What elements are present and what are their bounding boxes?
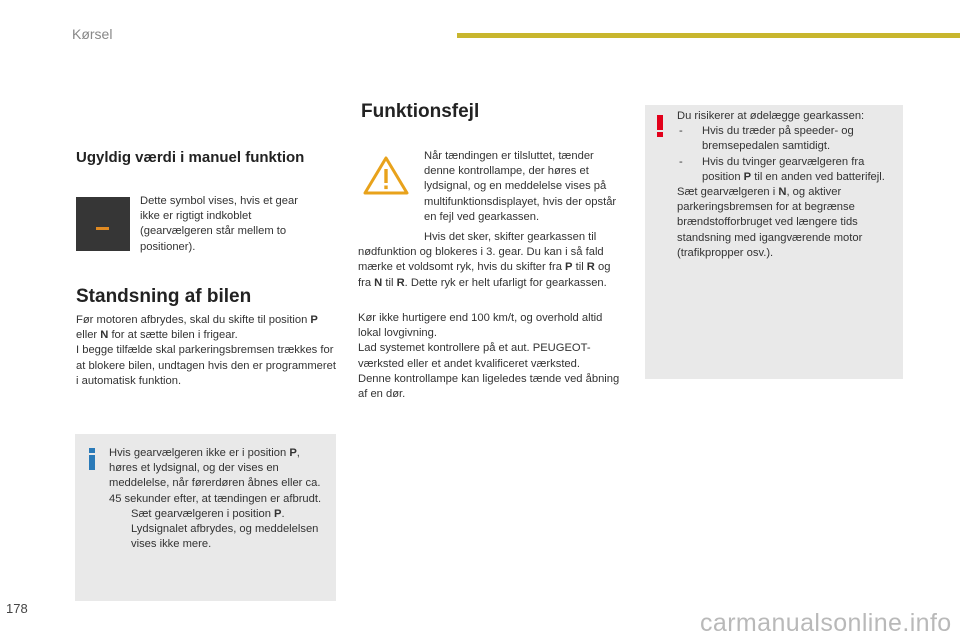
caution-text: [677, 109, 895, 261]
caution-intro: Du risikerer at ødelægge gearkassen:: [677, 110, 865, 122]
caution-item-1: - Hvis du træder på speeder- og bremsepedalen samtidigt.: [679, 125, 854, 153]
watermark-text: carmanualsonline.info: [700, 609, 952, 637]
gear-invalid-indicator-icon: [76, 197, 130, 251]
caution-list: [677, 124, 895, 185]
malfunction-p3: Kør ikke hurtigere end 100 km/t, og overhold altid lokal lovgivning.: [358, 312, 603, 340]
malfunction-p1: Når tændingen er tilsluttet, tænder denne kontrollampe, der høres et lydsignal, og en meddelelse vises på multifunktionsdisplayet, hvis der opstår en fejl ved gearkassen.: [424, 150, 617, 223]
heading-invalid-value: Ugyldig værdi i manuel funktion: [76, 149, 305, 166]
malfunction-p2: Hvis det sker, skifter gearkassen til nødfunktion og blokeres i 3. gear. Du kan i så fald mærke et voldsomt ryk, hvis du skifter fra P til R og fra N til R. Dette ryk er helt ufarligt for gearkassen.: [358, 231, 611, 289]
header-rule: [457, 33, 960, 38]
info-icon: [88, 448, 96, 470]
section-title: Kørsel: [72, 26, 113, 42]
stopping-line2: I begge tilfælde skal parkeringsbremsen trækkes for at blokere bilen, undtagen hvis den er programmeret i automatisk funktion.: [76, 344, 336, 387]
exclamation-icon: [656, 115, 664, 137]
info-box: [75, 434, 336, 601]
heading-malfunction: Funktionsfejl: [361, 101, 480, 122]
info-bullet: Sæt gearvælgeren i position P. Lydsignalet afbrydes, og meddelelsen vises ikke mere.: [131, 507, 319, 551]
malfunction-rest: [358, 311, 620, 402]
symbol-description: Dette symbol vises, hvis et gear ikke er rigtigt indkoblet (gearvælgeren står mellem to positioner).: [140, 195, 298, 253]
caution-final: Sæt gearvælgeren i N, og aktiver parkeringsbremsen for at begrænse brændstofforbruget ved længere tids standsning med igangværende motor (trafikpropper osv.).: [677, 186, 863, 259]
stopping-line1: Før motoren afbrydes, skal du skifte til position P eller N for at sætte bilen i frigear.: [76, 314, 318, 342]
stopping-paragraph: [76, 313, 338, 389]
heading-stopping-car: Standsning af bilen: [76, 286, 252, 307]
info-text: Hvis gearvælgeren ikke er i position P, høres et lydsignal, og der vises en meddelelse, når førerdøren åbnes eller ca. 45 sekunder efter, at tændingen er afbrudt. Sæt gearvælgeren i position P. Lydsignalet afbrydes, og meddelelsen vises ikke mere.: [109, 446, 325, 552]
malfunction-p4: Lad systemet kontrollere på et aut. PEUGEOT-værksted eller et andet kvalificeret værksted.: [358, 342, 591, 370]
page-number: 178: [6, 601, 28, 616]
caution-item-2: - Hvis du tvinger gearvælgeren fra position P til en anden ved batterifejl.: [679, 155, 885, 183]
malfunction-p5: Denne kontrollampe kan ligeledes tænde ved åbning af en dør.: [358, 372, 620, 401]
warning-triangle-icon: [363, 155, 409, 195]
caution-box: [645, 105, 903, 379]
